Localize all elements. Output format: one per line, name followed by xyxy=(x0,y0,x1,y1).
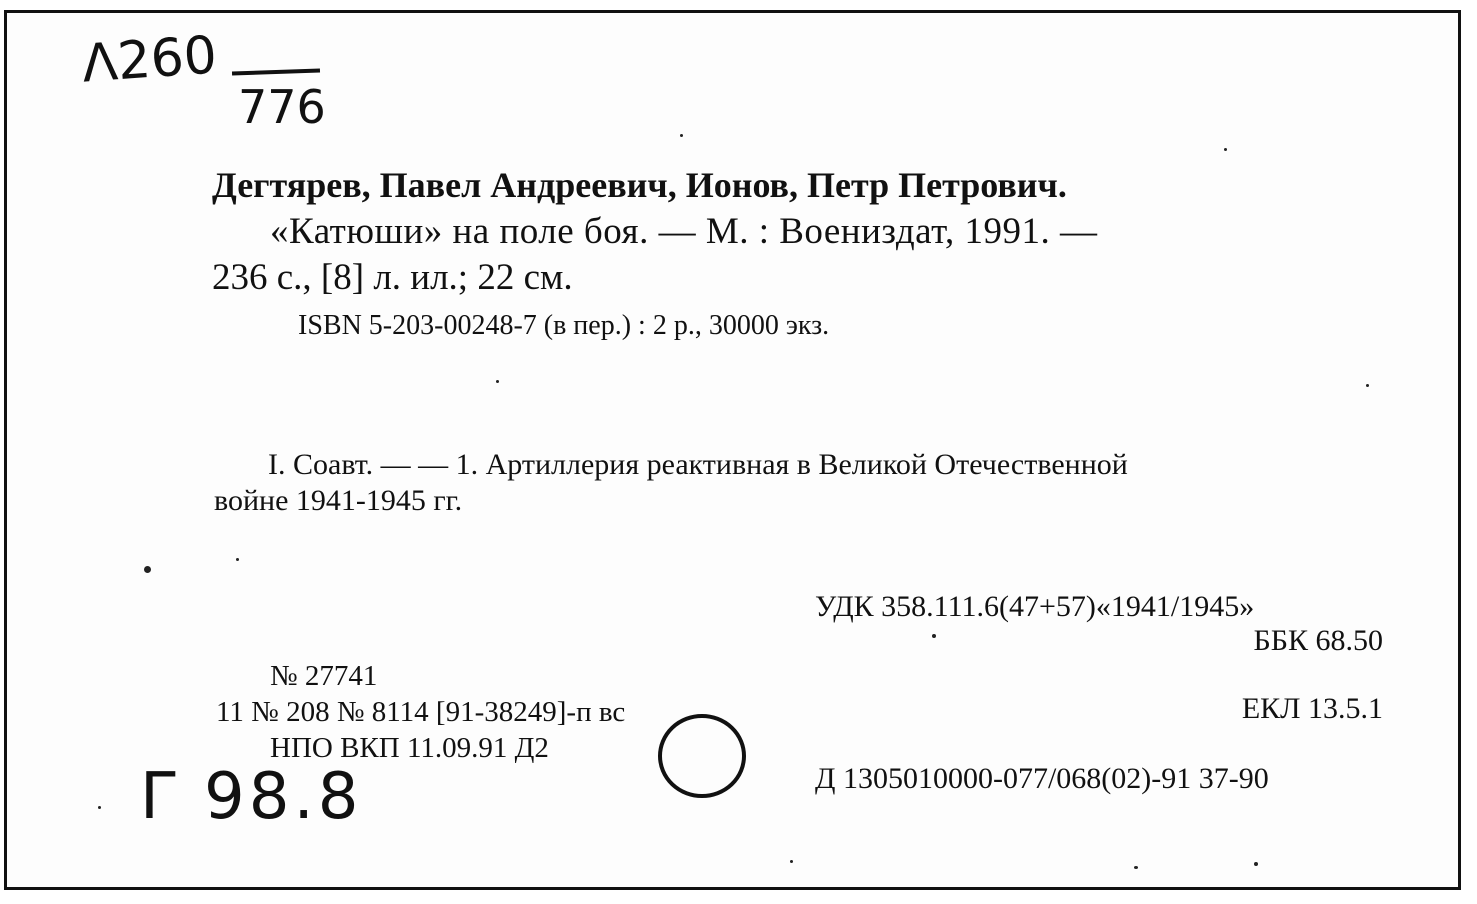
bbk-code: ББК 68.50 xyxy=(1253,624,1383,657)
card-number: № 27741 xyxy=(270,660,378,692)
tracings-line-2: войне 1941-1945 гг. xyxy=(214,484,463,517)
speck-dot xyxy=(236,558,239,561)
entry-heading: Дегтярев, Павел Андреевич, Ионов, Петр Петрович. xyxy=(212,165,1067,205)
speck-dot xyxy=(98,806,101,809)
punch-hole-icon xyxy=(650,706,760,806)
udk-code: УДК 358.111.6(47+57)«1941/1945» xyxy=(815,590,1255,623)
speck-dot xyxy=(144,566,151,573)
handwritten-shelf-mark: Λ260 xyxy=(80,25,219,95)
speck-dot xyxy=(1134,866,1138,869)
speck-dot xyxy=(680,134,683,137)
speck-dot xyxy=(1254,862,1258,866)
speck-dot xyxy=(790,860,793,863)
handwritten-fraction-denominator: 776 xyxy=(238,80,326,134)
print-order-line: 11 № 208 № 8114 [91-38249]-п вс xyxy=(216,696,626,728)
speck-dot xyxy=(1366,384,1369,387)
handwritten-classification-code: Γ 98.8 xyxy=(140,760,363,834)
entry-isbn: ISBN 5-203-00248-7 (в пер.) : 2 р., 30000 экз. xyxy=(298,310,830,341)
entry-physical-description: 236 с., [8] л. ил.; 22 см. xyxy=(212,257,573,298)
speck-dot xyxy=(932,634,936,638)
speck-dot xyxy=(1224,148,1227,151)
publisher-date-line: НПО ВКП 11.09.91 Д2 xyxy=(270,732,549,764)
entry-title: «Катюши» на поле боя. — М. : Воениздат, 1991. — xyxy=(270,211,1098,252)
speck-dot xyxy=(496,380,499,383)
ekl-code: ЕКЛ 13.5.1 xyxy=(1241,692,1383,725)
tracings-line-1: I. Соавт. — — 1. Артиллерия реактивная в Великой Отечественной xyxy=(268,448,1128,481)
d-code: Д 1305010000-077/068(02)-91 37-90 xyxy=(815,762,1269,795)
